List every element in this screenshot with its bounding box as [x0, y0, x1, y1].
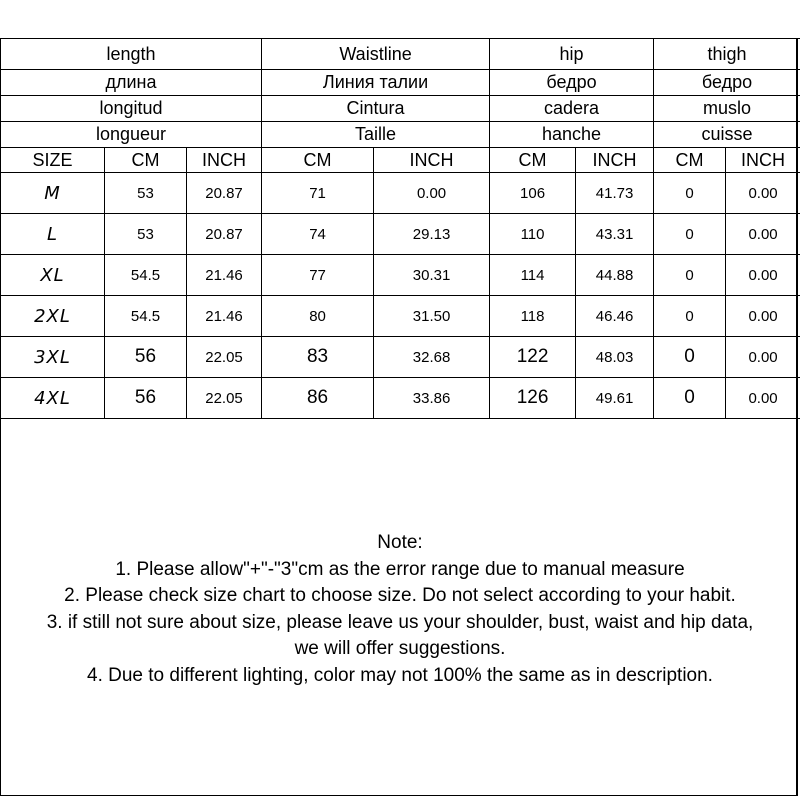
size-cell: 4XL — [1, 378, 105, 419]
unit-inch: INCH — [576, 148, 654, 173]
thigh-inch-cell: 0.00 — [726, 255, 800, 296]
unit-cm: CM — [654, 148, 726, 173]
size-cell: 2XL — [1, 296, 105, 337]
length-inch-cell: 20.87 — [187, 173, 262, 214]
hip-inch-cell: 49.61 — [576, 378, 654, 419]
note-line: 2. Please check size chart to choose size. Do not select according to your habit. — [64, 585, 736, 606]
size-cell: M — [1, 173, 105, 214]
table-row — [1, 255, 800, 296]
thigh-cm-cell: 0 — [654, 296, 726, 337]
unit-inch: INCH — [187, 148, 262, 173]
thigh-inch-cell: 0.00 — [726, 378, 800, 419]
length-cm-cell: 56 — [105, 378, 187, 419]
header-length: longueur — [1, 122, 262, 148]
waist-cm-cell: 86 — [262, 378, 374, 419]
header-thigh: бедро — [654, 70, 800, 96]
thigh-cm-cell: 0 — [654, 214, 726, 255]
waist-inch-cell: 31.50 — [374, 296, 490, 337]
table-row — [1, 378, 800, 419]
length-inch-cell: 20.87 — [187, 214, 262, 255]
size-cell: L — [1, 214, 105, 255]
unit-cm: CM — [490, 148, 576, 173]
waist-inch-cell: 29.13 — [374, 214, 490, 255]
header-row-english — [1, 39, 800, 70]
waist-cm-cell: 77 — [262, 255, 374, 296]
length-cm-cell: 56 — [105, 337, 187, 378]
table-row — [1, 337, 800, 378]
header-waistline: Линия талии — [262, 70, 490, 96]
unit-inch: INCH — [374, 148, 490, 173]
note-title: Note: — [377, 532, 423, 553]
unit-cm: CM — [262, 148, 374, 173]
hip-cm-cell: 122 — [490, 337, 576, 378]
length-inch-cell: 22.05 — [187, 337, 262, 378]
length-cm-cell: 54.5 — [105, 296, 187, 337]
header-row-russian — [1, 70, 800, 96]
thigh-cm-cell: 0 — [654, 337, 726, 378]
waist-inch-cell: 0.00 — [374, 173, 490, 214]
header-waistline: Waistline — [262, 39, 490, 70]
length-inch-cell: 22.05 — [187, 378, 262, 419]
hip-cm-cell: 106 — [490, 173, 576, 214]
thigh-inch-cell: 0.00 — [726, 173, 800, 214]
waist-cm-cell: 80 — [262, 296, 374, 337]
note-line: 4. Due to different lighting, color may not 100% the same as in description. — [87, 664, 713, 686]
waist-inch-cell: 33.86 — [374, 378, 490, 419]
header-thigh: thigh — [654, 39, 800, 70]
waist-cm-cell: 71 — [262, 173, 374, 214]
table-row — [1, 214, 800, 255]
header-length: longitud — [1, 96, 262, 122]
length-inch-cell: 21.46 — [187, 296, 262, 337]
hip-cm-cell: 118 — [490, 296, 576, 337]
header-length: length — [1, 39, 262, 70]
waist-cm-cell: 83 — [262, 337, 374, 378]
thigh-inch-cell: 0.00 — [726, 296, 800, 337]
note-line: 3. if still not sure about size, please leave us your shoulder, bust, waist and hip data, — [46, 611, 754, 633]
size-cell: 3XL — [1, 337, 105, 378]
length-cm-cell: 53 — [105, 173, 187, 214]
hip-inch-cell: 41.73 — [576, 173, 654, 214]
header-length: длина — [1, 70, 262, 96]
hip-inch-cell: 44.88 — [576, 255, 654, 296]
unit-row — [1, 148, 800, 173]
table-row — [1, 296, 800, 337]
header-hip: бедро — [490, 70, 654, 96]
unit-cm: CM — [105, 148, 187, 173]
table-row — [1, 173, 800, 214]
note-line: we will offer suggestions. — [294, 638, 506, 659]
hip-cm-cell: 114 — [490, 255, 576, 296]
header-hip: cadera — [490, 96, 654, 122]
hip-cm-cell: 126 — [490, 378, 576, 419]
length-cm-cell: 54.5 — [105, 255, 187, 296]
header-hip: hanche — [490, 122, 654, 148]
hip-inch-cell: 43.31 — [576, 214, 654, 255]
header-waistline: Cintura — [262, 96, 490, 122]
waist-inch-cell: 32.68 — [374, 337, 490, 378]
waist-cm-cell: 74 — [262, 214, 374, 255]
length-inch-cell: 21.46 — [187, 255, 262, 296]
thigh-inch-cell: 0.00 — [726, 337, 800, 378]
header-row-spanish — [1, 96, 800, 122]
thigh-cm-cell: 0 — [654, 173, 726, 214]
header-thigh: muslo — [654, 96, 800, 122]
size-chart-table — [0, 38, 800, 419]
hip-inch-cell: 48.03 — [576, 337, 654, 378]
hip-cm-cell: 110 — [490, 214, 576, 255]
thigh-cm-cell: 0 — [654, 255, 726, 296]
thigh-cm-cell: 0 — [654, 378, 726, 419]
unit-size: SIZE — [1, 148, 105, 173]
hip-inch-cell: 46.46 — [576, 296, 654, 337]
header-thigh: cuisse — [654, 122, 800, 148]
note-line: 1. Please allow"+"-"3"cm as the error range due to manual measure — [115, 558, 685, 580]
header-waistline: Taille — [262, 122, 490, 148]
waist-inch-cell: 30.31 — [374, 255, 490, 296]
thigh-inch-cell: 0.00 — [726, 214, 800, 255]
header-row-french — [1, 122, 800, 148]
note-section — [0, 530, 800, 689]
unit-inch: INCH — [726, 148, 800, 173]
length-cm-cell: 53 — [105, 214, 187, 255]
header-hip: hip — [490, 39, 654, 70]
size-cell: XL — [1, 255, 105, 296]
